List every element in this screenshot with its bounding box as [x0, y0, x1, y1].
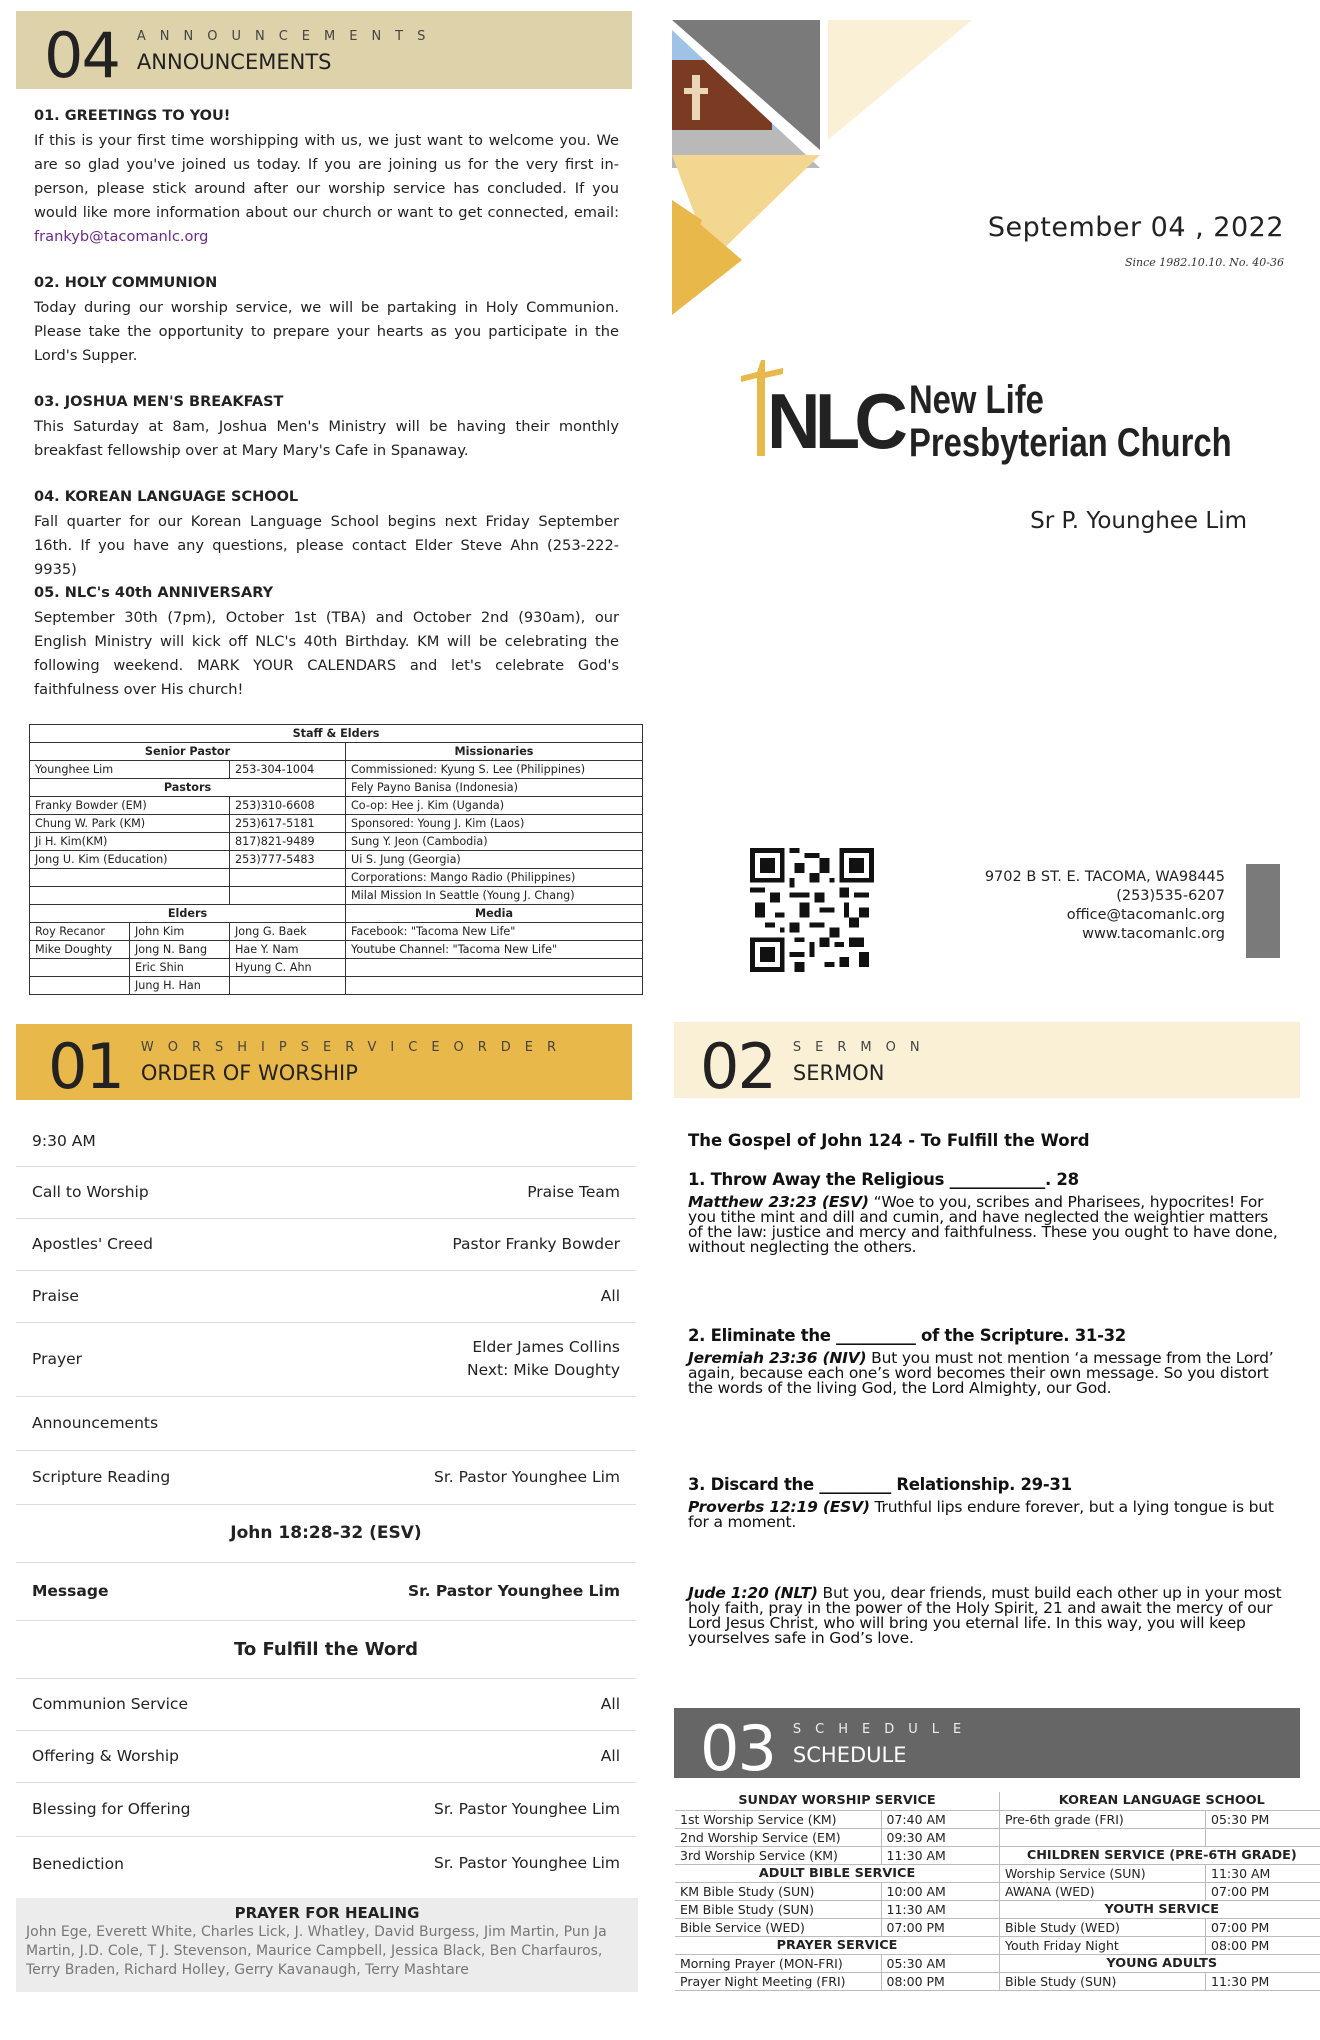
schedule-time: 07:00 PM	[1206, 1882, 1320, 1900]
pastors-heading: Pastors	[30, 779, 346, 797]
verse-text: But you must not mention ‘a message from the Lord’ again, because each one’s word becomes their own message. So you distort the words of the living God, the Lord Almighty, our God.	[688, 1349, 1274, 1397]
senior-pastor-heading: Senior Pastor	[30, 743, 346, 761]
schedule-heading: CHILDREN SERVICE (PRE-6TH GRADE)	[1000, 1846, 1320, 1864]
worship-leader: Sr. Pastor Younghee Lim	[434, 1799, 620, 1818]
qr-code-icon[interactable]	[750, 848, 874, 972]
message-label: Message	[32, 1582, 109, 1600]
section-title: ORDER OF WORSHIP	[140, 1061, 358, 1085]
staff-phone: 253-304-1004	[230, 761, 346, 779]
worship-row	[16, 1323, 636, 1397]
missionary: Corporations: Mango Radio (Philippines)	[346, 869, 643, 887]
schedule-item: Worship Service (SUN)	[1000, 1864, 1206, 1882]
schedule-heading: YOUNG ADULTS	[1000, 1954, 1320, 1972]
scripture-row	[16, 1505, 636, 1563]
message-row	[16, 1563, 636, 1621]
schedule-item: Pre-6th grade (FRI)	[1000, 1810, 1206, 1828]
worship-row	[16, 1783, 636, 1837]
scripture-reference: John 18:28-32 (ESV)	[230, 1523, 422, 1543]
bulletin-date: September 04 , 2022	[987, 212, 1284, 243]
sermon-point-title: 3. Discard the _________ Relationship. 29-31	[688, 1475, 1072, 1494]
schedule-row	[675, 1828, 999, 1846]
service-time-row	[16, 1117, 636, 1167]
schedule-item: Bible Service (WED)	[675, 1918, 881, 1936]
elder-name: Jong G. Baek	[230, 923, 346, 941]
section-spaced-label: ANNOUNCEMENTS	[136, 29, 440, 44]
schedule-time: 07:00 PM	[1206, 1918, 1320, 1936]
cover-cream-triangle	[828, 20, 972, 140]
missionaries-heading: Missionaries	[346, 743, 643, 761]
staff-phone: 817)821-9489	[230, 833, 346, 851]
worship-leader-next: Next: Mike Doughty	[467, 1361, 620, 1379]
worship-leader: All	[600, 1286, 620, 1305]
schedule-row	[675, 1954, 999, 1972]
schedule-header	[700, 1704, 976, 1785]
church-logo	[737, 356, 1257, 476]
sermon-header	[700, 1022, 934, 1103]
verse-reference: Jeremiah 23:36 (NIV)	[688, 1349, 867, 1367]
schedule-section-heading	[1000, 1954, 1320, 1972]
staff-name: Franky Bowder (EM)	[30, 797, 230, 815]
message-title-row	[16, 1621, 636, 1679]
worship-row	[16, 1167, 636, 1219]
sermon-point-3	[688, 1475, 1283, 1530]
verse-text: But you, dear friends, must build each other up in your most holy faith, pray in the power of the Holy Spirit, 21 and await the mercy of our Lord Jesus Christ, who will bring you eternal life. In this way, you will keep yourselves safe in God’s love.	[688, 1584, 1282, 1647]
service-time: 9:30 AM	[32, 1132, 96, 1150]
schedule-row	[1000, 1882, 1320, 1900]
church-address: 9702 B ST. E. TACOMA, WA98445	[984, 869, 1225, 885]
elder-name: Jung H. Han	[130, 977, 230, 995]
elders-heading: Elders	[30, 905, 346, 923]
announcement-body: This Saturday at 8am, Joshua Men's Ministry will be having their monthly breakfast fellowship over at Mary Mary's Cafe in Spanaway.	[34, 418, 619, 459]
missionary: Co-op: Hee j. Kim (Uganda)	[346, 797, 643, 815]
schedule-time: 05:30 PM	[1206, 1810, 1320, 1828]
missionary: Commissioned: Kyung S. Lee (Philippines)	[346, 761, 643, 779]
section-spaced-label: WORSHIPSERVICEORDER	[140, 1040, 571, 1055]
schedule-row	[675, 1846, 999, 1864]
schedule-row	[1000, 1972, 1320, 1990]
schedule-row	[675, 1918, 999, 1936]
announcement-4	[34, 485, 619, 582]
worship-item: Benediction	[32, 1854, 124, 1873]
media-heading: Media	[346, 905, 643, 923]
sermon-point-title: 1. Throw Away the Religious ____________. 28	[688, 1170, 1079, 1189]
schedule-time: 11:30 AM	[881, 1900, 999, 1918]
missionary: Milal Mission In Seattle (Young J. Chang)	[346, 887, 643, 905]
senior-pastor-name: Sr P. Younghee Lim	[1030, 508, 1247, 534]
cover-graphic	[672, 20, 972, 320]
section-number: 01	[48, 1030, 123, 1103]
schedule-time: 08:00 PM	[1206, 1936, 1320, 1954]
message-title: To Fulfill the Word	[233, 1638, 419, 1660]
schedule-time: 08:00 PM	[881, 1972, 999, 1990]
media-item: Facebook: "Tacoma New Life"	[346, 923, 643, 941]
schedule-row	[675, 1900, 999, 1918]
staff-name: Ji H. Kim(KM)	[30, 833, 230, 851]
worship-item: Scripture Reading	[32, 1468, 171, 1486]
schedule-row	[675, 1810, 999, 1828]
schedule-heading: KOREAN LANGUAGE SCHOOL	[1000, 1792, 1320, 1810]
section-title: ANNOUNCEMENTS	[136, 50, 332, 74]
schedule-item: 2nd Worship Service (EM)	[675, 1828, 881, 1846]
worship-row	[16, 1731, 636, 1783]
schedule-row	[1000, 1828, 1320, 1846]
worship-row	[16, 1271, 636, 1323]
church-name-line2: Presbyterian Church	[909, 421, 1232, 465]
worship-leader: All	[600, 1694, 620, 1713]
schedule-row	[1000, 1918, 1320, 1936]
announcement-body: Today during our worship service, we will be partaking in Holy Communion. Please take the opportunity to prepare your hearts as you participate in the Lord's Supper.	[34, 299, 619, 364]
missionary: Sponsored: Young J. Kim (Laos)	[346, 815, 643, 833]
worship-row	[16, 1397, 636, 1451]
schedule-left-table	[675, 1792, 999, 1991]
elder-name: Hae Y. Nam	[230, 941, 346, 959]
elder-name: Hyung C. Ahn	[230, 959, 346, 977]
email-link[interactable]: frankyb@tacomanlc.org	[34, 228, 209, 245]
announcement-title: 03. JOSHUA MEN'S BREAKFAST	[34, 394, 284, 410]
prayer-box	[16, 1898, 638, 1992]
worship-leader: Elder James Collins	[472, 1338, 620, 1356]
schedule-item: Bible Study (SUN)	[1000, 1972, 1206, 1990]
church-email[interactable]: office@tacomanlc.org	[1066, 907, 1225, 923]
missionary: Fely Payno Banisa (Indonesia)	[346, 779, 643, 797]
schedule-time: 05:30 AM	[881, 1954, 999, 1972]
worship-item: Communion Service	[32, 1695, 188, 1713]
section-number: 04	[44, 19, 119, 92]
staff-table-title: Staff & Elders	[30, 725, 643, 743]
worship-item: Blessing for Offering	[32, 1800, 191, 1818]
schedule-item: KM Bible Study (SUN)	[675, 1882, 881, 1900]
schedule-row	[675, 1882, 999, 1900]
announcement-body: Fall quarter for our Korean Language School begins next Friday September 16th. If you have any questions, please contact Elder Steve Ahn (253-222-9935)	[34, 513, 619, 578]
sermon-point-title: 2. Eliminate the __________ of the Scripture. 31-32	[688, 1326, 1126, 1345]
schedule-item	[1000, 1828, 1206, 1846]
schedule-time: 11:30 AM	[881, 1846, 999, 1864]
schedule-heading: ADULT BIBLE SERVICE	[675, 1864, 999, 1882]
worship-leader: All	[600, 1746, 620, 1765]
worship-leader: Pastor Franky Bowder	[452, 1234, 620, 1253]
section-title: SERMON	[792, 1061, 885, 1085]
schedule-time: 09:30 AM	[881, 1828, 999, 1846]
worship-row	[16, 1219, 636, 1271]
worship-item: Prayer	[32, 1350, 83, 1368]
elder-name: Eric Shin	[130, 959, 230, 977]
announcement-body: September 30th (7pm), October 1st (TBA) and October 2nd (930am), our English Ministry will kick off NLC's 40th Birthday. KM will be celebrating the following weekend. MARK YOUR CALENDARS and let's celebrate God's faithfulness over His church!	[34, 609, 619, 698]
elder-name: Mike Doughty	[30, 941, 130, 959]
worship-item: Announcements	[32, 1414, 159, 1432]
worship-row	[16, 1837, 636, 1891]
schedule-section-heading	[1000, 1900, 1320, 1918]
schedule-row	[1000, 1864, 1320, 1882]
section-title: SCHEDULE	[792, 1743, 907, 1767]
worship-row	[16, 1451, 636, 1505]
schedule-time	[1206, 1828, 1320, 1846]
schedule-section-heading	[675, 1864, 999, 1882]
worship-leader: Sr. Pastor Younghee Lim	[434, 1467, 620, 1486]
verse-text: “Woe to you, scribes and Pharisees, hypocrites! For you tithe mint and dill and cumin, and have neglected the weightier matters of the law: justice and mercy and faithfulness. These you ought to have done, without neglecting the others.	[688, 1193, 1278, 1256]
worship-item: Praise	[32, 1287, 79, 1305]
schedule-right-table	[999, 1792, 1320, 1991]
since-line: Since 1982.10.10. No. 40-36	[1124, 256, 1284, 269]
sermon-heading: The Gospel of John 124 - To Fulfill the Word	[688, 1131, 1090, 1150]
missionary: Sung Y. Jeon (Cambodia)	[346, 833, 643, 851]
schedule-item: EM Bible Study (SUN)	[675, 1900, 881, 1918]
worship-item: Call to Worship	[32, 1183, 149, 1201]
staff-phone: 253)777-5483	[230, 851, 346, 869]
schedule-heading: PRAYER SERVICE	[675, 1936, 999, 1954]
message-preacher: Sr. Pastor Younghee Lim	[407, 1581, 620, 1600]
staff-name: Jong U. Kim (Education)	[30, 851, 230, 869]
church-phone: (253)535-6207	[1116, 888, 1225, 904]
announcements-header	[44, 11, 440, 92]
sermon-point-1	[688, 1170, 1283, 1255]
schedule-item: AWANA (WED)	[1000, 1882, 1206, 1900]
contact-block	[985, 868, 1225, 944]
schedule-time: 11:30 PM	[1206, 1972, 1320, 1990]
sermon-extra-verse	[688, 1580, 1283, 1646]
prayer-names: John Ege, Everett White, Charles Lick, J. Whatley, David Burgess, Jim Martin, Pun Ja Martin, J.D. Cole, T J. Stevenson, Maurice Campbell, Jessica Black, Ben Charfauros, Terry Braden, Richard Holley, Gerry Kavanaugh, Terry Mashtare	[26, 1924, 607, 1978]
verse-reference: Proverbs 12:19 (ESV)	[688, 1498, 870, 1516]
worship-item: Apostles' Creed	[32, 1235, 153, 1253]
staff-name: Younghee Lim	[30, 761, 230, 779]
missionary: Ui S. Jung (Georgia)	[346, 851, 643, 869]
worship-leader: Praise Team	[527, 1182, 620, 1201]
announcement-5	[34, 581, 619, 702]
sermon-point-2	[688, 1326, 1283, 1396]
section-number: 02	[700, 1030, 775, 1103]
media-item: Youtube Channel: "Tacoma New Life"	[346, 941, 643, 959]
section-spaced-label: SERMON	[792, 1040, 934, 1055]
announcement-body: If this is your first time worshipping with us, we just want to welcome you. We are so glad you've joined us today. If you are joining us for the very first in-person, please stick around after our worship service has concluded. If you would like more information about our church or want to get connected, email:	[34, 132, 619, 221]
schedule-section-heading	[1000, 1846, 1320, 1864]
contact-gray-bar	[1246, 864, 1280, 958]
schedule-section-heading	[675, 1936, 999, 1954]
verse-reference: Jude 1:20 (NLT)	[688, 1584, 818, 1602]
schedule-heading: SUNDAY WORSHIP SERVICE	[675, 1792, 999, 1810]
announcement-title: 04. KOREAN LANGUAGE SCHOOL	[34, 489, 299, 505]
elder-name: Roy Recanor	[30, 923, 130, 941]
announcement-title: 01. GREETINGS TO YOU!	[34, 108, 231, 124]
schedule-item: Bible Study (WED)	[1000, 1918, 1206, 1936]
schedule-item: Prayer Night Meeting (FRI)	[675, 1972, 881, 1990]
staff-phone: 253)617-5181	[230, 815, 346, 833]
logo-letters: NLC	[767, 377, 903, 465]
church-name-line1: New Life	[909, 378, 1044, 422]
schedule-row	[1000, 1810, 1320, 1828]
schedule-item: 1st Worship Service (KM)	[675, 1810, 881, 1828]
schedule-time: 10:00 AM	[881, 1882, 999, 1900]
verse-text: Truthful lips endure forever, but a lying tongue is but for a moment.	[688, 1498, 1274, 1531]
worship-item: Offering & Worship	[32, 1747, 180, 1765]
church-website[interactable]: www.tacomanlc.org	[1082, 926, 1225, 942]
schedule-time: 07:40 AM	[881, 1810, 999, 1828]
prayer-heading: PRAYER FOR HEALING	[234, 1904, 420, 1922]
worship-header	[48, 1022, 571, 1103]
staff-name: Chung W. Park (KM)	[30, 815, 230, 833]
announcement-1	[34, 104, 619, 249]
schedule-heading: YOUTH SERVICE	[1000, 1900, 1320, 1918]
announcement-title: 02. HOLY COMMUNION	[34, 275, 218, 291]
announcement-2	[34, 271, 619, 368]
elder-name: Jong N. Bang	[130, 941, 230, 959]
schedule-section-heading	[1000, 1792, 1320, 1810]
section-spaced-label: SCHEDULE	[792, 1722, 976, 1737]
schedule-section-heading	[675, 1792, 999, 1810]
worship-row	[16, 1679, 636, 1731]
schedule-item: Youth Friday Night	[1000, 1936, 1206, 1954]
elder-name: John Kim	[130, 923, 230, 941]
schedule-item: Morning Prayer (MON-FRI)	[675, 1954, 881, 1972]
schedule-row	[675, 1972, 999, 1990]
worship-leader: Sr. Pastor Younghee Lim	[434, 1854, 620, 1872]
schedule-time: 07:00 PM	[881, 1918, 999, 1936]
announcement-3	[34, 390, 619, 463]
schedule-item: 3rd Worship Service (KM)	[675, 1846, 881, 1864]
schedule-time: 11:30 AM	[1206, 1864, 1320, 1882]
announcement-title: 05. NLC's 40th ANNIVERSARY	[34, 585, 274, 601]
section-number: 03	[700, 1712, 775, 1785]
staff-phone: 253)310-6608	[230, 797, 346, 815]
verse-reference: Matthew 23:23 (ESV)	[688, 1193, 869, 1211]
staff-elders-table	[29, 724, 643, 995]
schedule-row	[1000, 1936, 1320, 1954]
